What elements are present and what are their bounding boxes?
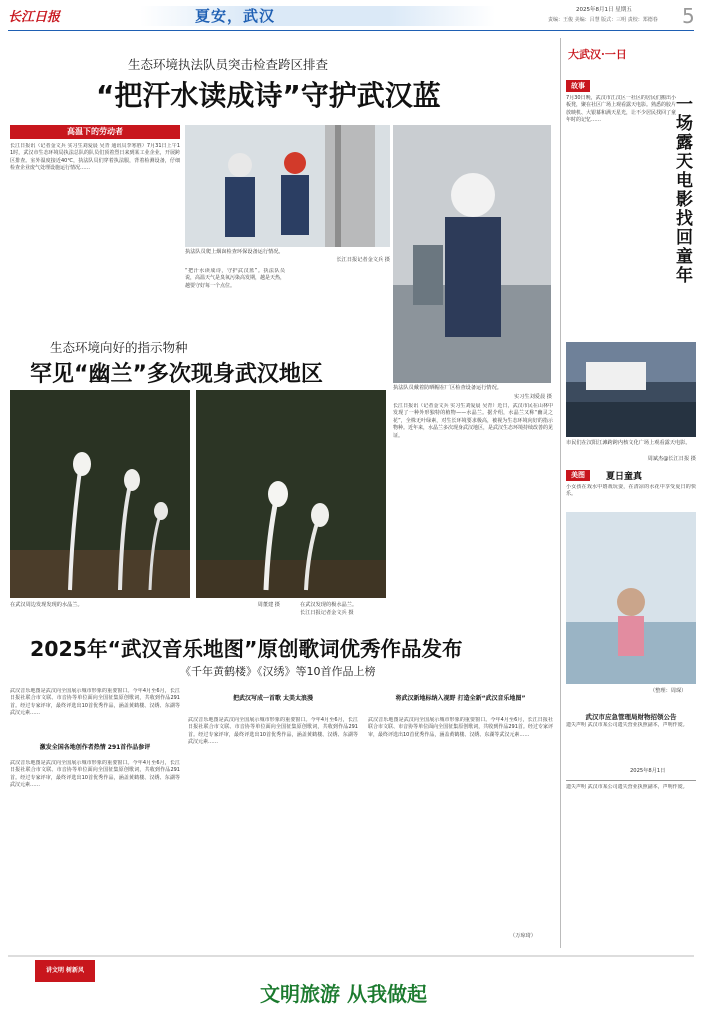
issue-date: 2025年8月1日 星期五 [576, 7, 632, 13]
masthead-rule [8, 30, 694, 31]
masthead-band [140, 6, 495, 26]
story1-banner: 高温下的劳动者 [10, 125, 180, 139]
sidebar-story-label: 故事 [566, 80, 590, 92]
page-number: 5 [682, 4, 695, 28]
ghost-orchid-image-1 [10, 390, 190, 598]
story3-sub1: 激发全国各地创作者热情 291首作品参评 [39, 744, 151, 751]
sidebar-photo2-title: 夏日童真 [606, 472, 643, 482]
story3-subtitle: 《千年黄鹤楼》《汉绣》等10首作品上榜 [180, 665, 376, 678]
sidebar-photo2-text: 小女孩在戏水中嬉戏玩耍，在清凉的水花中享受夏日的快乐。 [566, 484, 696, 498]
sidebar-photo1 [566, 342, 696, 437]
section-title: 夏安，武汉 [195, 7, 276, 25]
sidebar-story-text: 7月30日晚，武汉市江汉区一社区的居民们搬出小板凳，聚在社区广场上观看露天电影。熟悉的胶片放映机、大银幕和满天星光，让不少居民找回了童年时的记忆…… [566, 95, 676, 124]
story2-title: 罕见“幽兰”多次现身武汉地区 [30, 362, 323, 387]
inspector-image [393, 125, 551, 383]
notice-title: 武汉市应急管理局财物招领公告 [585, 713, 677, 721]
footer-slogan: 文明旅游 从我做起 [260, 982, 427, 1006]
story1-photo1 [185, 125, 390, 247]
story3-sub2: 把武汉写成一首歌 太美太浪漫 [232, 695, 314, 702]
story3-col3: 武汉音乐地图是武汉向全国展示城市形象的重要窗口。今年4月至6月，长江日报社联合市文联、市音协等单位面向全国征集原创歌词，共收到作品291首。经过专家评审，最终评选出10首优秀作品，涵盖黄鹤楼、汉绣、东湖等武汉元素…… [368, 717, 553, 738]
notice-body: 遗失声明 武汉市某公司遗失营业执照副本，声明作废。 [566, 722, 688, 728]
story3-sub3: 将武汉新地标纳入视野 打造全新“武汉音乐地图” [395, 695, 526, 702]
story1-credit2: 实习生刘爱晨 摄 [514, 394, 552, 400]
notice-date: 2025年8月1日 [630, 768, 666, 774]
story1-credit1: 长江日报记者金文兵 摄 [336, 257, 390, 263]
sidebar-photo1-credit: 周斌杰@长江日报 摄 [647, 456, 696, 462]
story2-photo2 [196, 390, 386, 598]
story1-body-col1: 长江日报讯（记者金文兵 实习生刘爱晨 吴青 通讯员李寒胜）7月31日上午11时，武汉市生态环境局执法总队的队员们顶着烈日来到某工业企业，开展跨区排查。室外温度接近40℃，执法队员们穿着执法服，背着检测设备，仔细检查企业废气处理设施运行情况…… [10, 143, 180, 172]
story1-caption2: 执法队员戴着防晒帽在厂区检查设备运行情况。 [393, 385, 502, 391]
sidebar-rule [566, 780, 696, 781]
child-splash-image [566, 512, 696, 684]
story3-col2: 武汉音乐地图是武汉向全国展示城市形象的重要窗口。今年4月至6月，长江日报社联合市文联、市音协等单位面向全国征集原创歌词，共收到作品291首。经过专家评审，最终评选出10首优秀作品，涵盖黄鹤楼、汉绣、东湖等武汉元素…… [188, 717, 358, 746]
sidebar-photo2-credit: （整理：周琛） [650, 688, 687, 694]
sidebar-photo2 [566, 512, 696, 684]
sidebar-divider [560, 38, 561, 948]
chimney-workers-image [185, 125, 390, 247]
story2-credit1: 周董建 摄 [257, 602, 280, 608]
sidebar-vertical-title: 一场露天电影找回童年 [672, 95, 692, 285]
story1-title: “把汗水读成诗”守护武汉蓝 [96, 79, 441, 112]
editors-line: 责编：王俊 美编：吕慧 版式：三明 责校：郑德春 [548, 17, 658, 23]
story1-kicker: 生态环境执法队员突击检查跨区排查 [128, 57, 329, 72]
newspaper-logo: 长江日报 [8, 10, 61, 25]
sidebar-notices: 遗失声明 武汉市某公司遗失营业执照副本，声明作废。 [566, 784, 688, 790]
story3-intro: 武汉音乐地图是武汉向全国展示城市形象的重要窗口。今年4月至6月，长江日报社联合市文联、市音协等单位面向全国征集原创歌词，共收到作品291首。经过专家评审，最终评选出10首优秀作品，涵盖黄鹤楼、汉绣、东湖等武汉元素…… [10, 688, 180, 717]
story2-kicker: 生态环境向好的指示物种 [50, 340, 188, 355]
story3-title: 2025年“武汉音乐地图”原创歌词优秀作品发布 [30, 637, 463, 661]
story1-body-col2: “把汗水读成诗，守护武汉蓝”。执法队员说，高温天气是臭氧污染高发期，越是天热，越要守好每一个点位。 [185, 268, 285, 289]
story1-photo2 [393, 125, 551, 383]
ghost-orchid-image-2 [196, 390, 386, 598]
footer-logo: 讲文明 树新风 [35, 960, 95, 982]
story2-caption1: 在武汉周边发现发现的水晶兰。 [10, 602, 83, 608]
story2-caption2: 在武汉发现的极水晶兰。 [300, 602, 358, 608]
sidebar-tag2: 美图 [566, 470, 590, 481]
story3-byline: （万琼琦） [510, 933, 536, 939]
story2-credit2: 长江日报记者金文兵 摄 [300, 610, 354, 616]
outdoor-movie-image [566, 342, 696, 437]
sidebar-tag: 大武汉·一日 [568, 48, 627, 61]
story2-body: 长江日报讯（记者金文兵 实习生刘爱晨 吴青）近日，武汉市民在山林中发现了一种外形独特的植物——水晶兰。据介绍，水晶兰又称“幽灵之花”，全株无叶绿素，对生长环境要求极高，被视为生态环境向好的指示物种。近年来，水晶兰多次现身武汉地区，是武汉生态环境持续改善的见证。 [393, 403, 553, 439]
sidebar-photo1-caption: 市民们在汉阳江滩跨跨内核文化广场上观看露天电影。 [566, 440, 691, 446]
story3-col1: 武汉音乐地图是武汉向全国展示城市形象的重要窗口。今年4月至6月，长江日报社联合市文联、市音协等单位面向全国征集原创歌词，共收到作品291首。经过专家评审，最终评选出10首优秀作品，涵盖黄鹤楼、汉绣、东湖等武汉元素…… [10, 760, 180, 789]
story2-photo1 [10, 390, 190, 598]
story1-caption1: 执法队员爬上烟囱检查环保设备运行情况。 [185, 249, 284, 255]
